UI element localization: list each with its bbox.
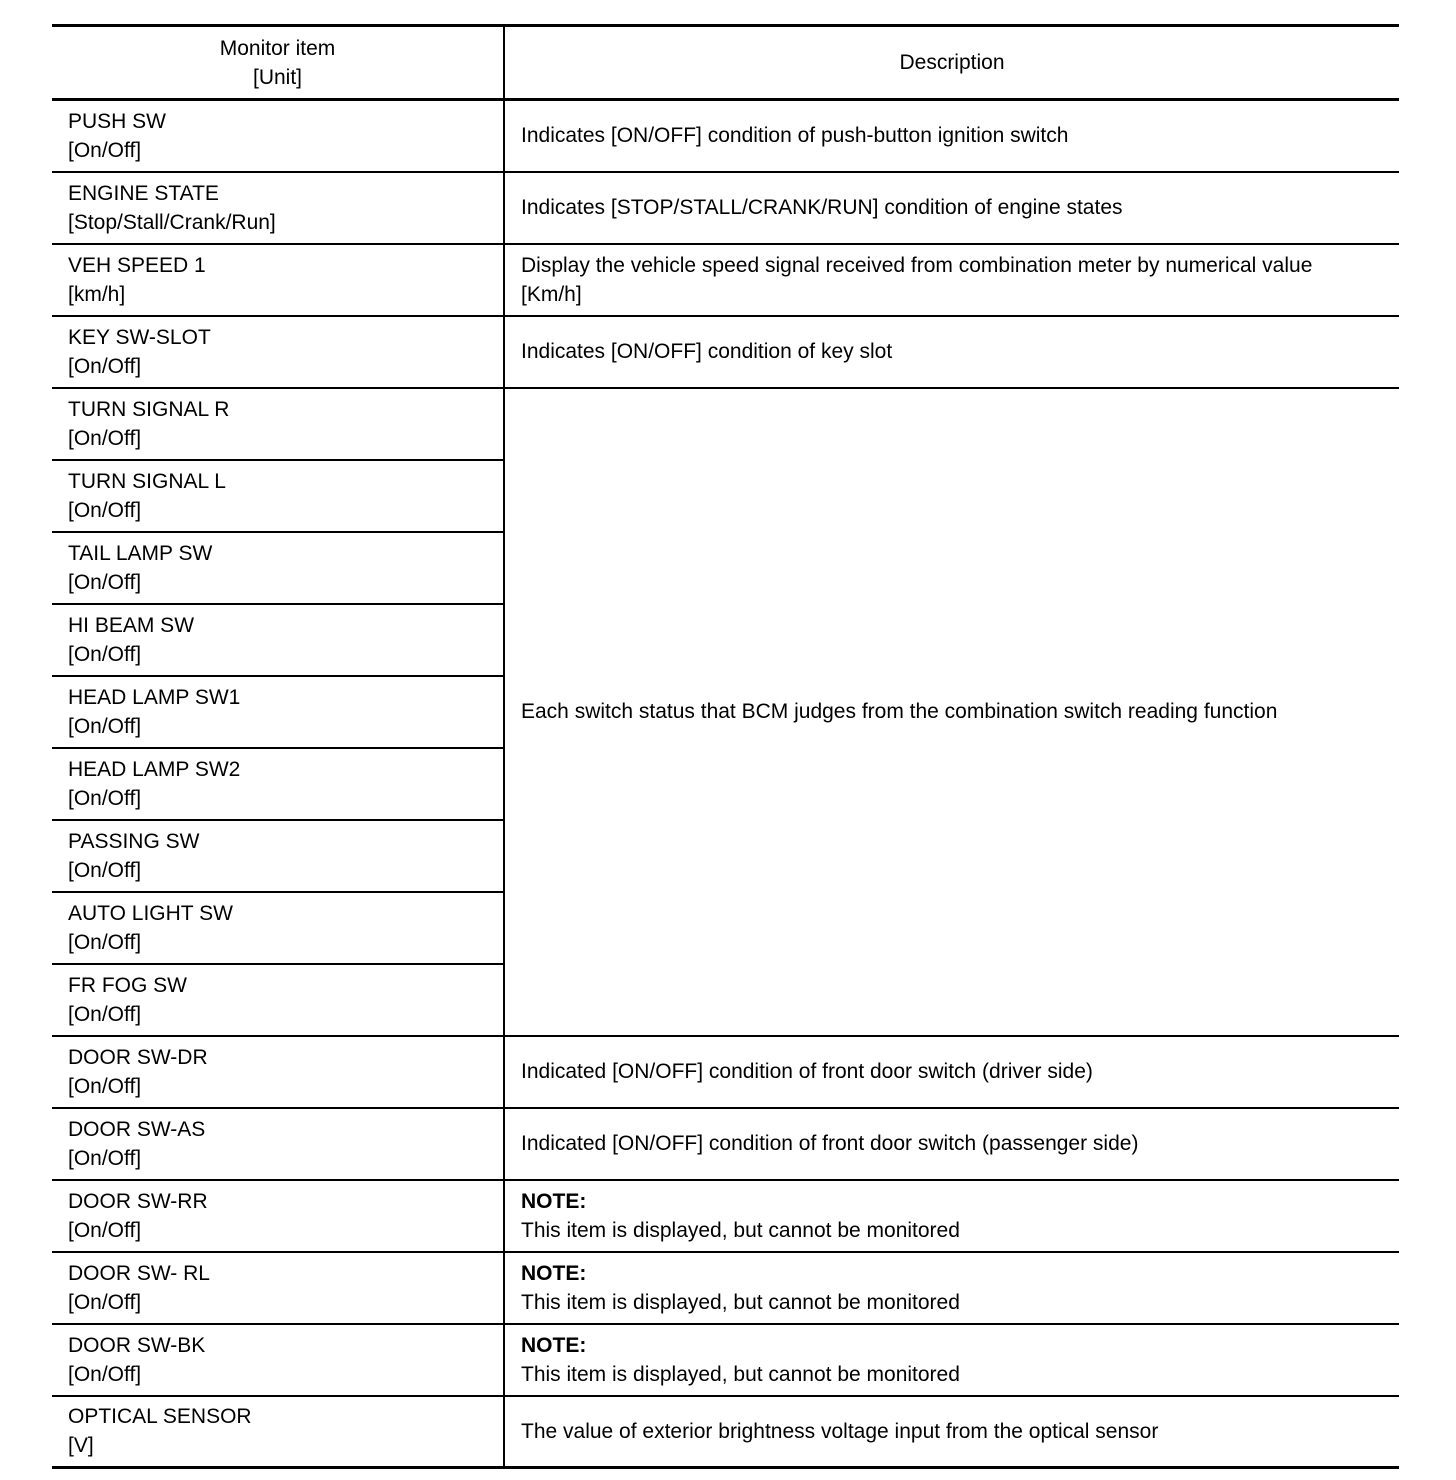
item-unit: [On/Off] xyxy=(68,714,142,738)
table-row xyxy=(52,1324,1399,1396)
header-item-label: Monitor item xyxy=(219,36,336,60)
header-unit-label: [Unit] xyxy=(252,65,302,89)
monitor-item-cell xyxy=(52,244,504,316)
item-unit: [Stop/Stall/Crank/Run] xyxy=(68,210,276,234)
description-text: Indicates [ON/OFF] condition of key slot xyxy=(521,340,893,363)
description-cell xyxy=(504,1396,1399,1468)
description-cell xyxy=(504,1036,1399,1108)
description-text: Indicates [ON/OFF] condition of push-button ignition switch xyxy=(521,124,1069,148)
description-cell xyxy=(504,244,1399,316)
item-name: FR FOG SW xyxy=(68,973,187,997)
monitor-item-cell xyxy=(52,1396,504,1468)
table-row xyxy=(52,1108,1399,1180)
monitor-item-cell xyxy=(52,820,504,892)
table-row xyxy=(52,100,1399,172)
monitor-item-cell xyxy=(52,964,504,1036)
description-text-unit: [Km/h] xyxy=(521,282,582,306)
item-unit: [On/Off] xyxy=(68,1146,142,1170)
item-name: TURN SIGNAL R xyxy=(68,397,230,421)
note-text: This item is displayed, but cannot be monitored xyxy=(521,1362,960,1386)
item-unit: [On/Off] xyxy=(68,426,142,450)
table-row xyxy=(52,316,1399,388)
item-unit: [On/Off] xyxy=(68,1218,142,1242)
item-unit: [On/Off] xyxy=(68,1290,142,1314)
item-name: HEAD LAMP SW1 xyxy=(68,685,241,709)
item-name: DOOR SW-BK xyxy=(68,1333,206,1357)
description-text: Display the vehicle speed signal received from combination meter by numerical value xyxy=(521,253,1313,277)
table-row xyxy=(52,244,1399,316)
item-unit: [On/Off] xyxy=(68,354,142,378)
description-cell xyxy=(504,1252,1399,1324)
item-name: HEAD LAMP SW2 xyxy=(68,757,241,781)
description-cell xyxy=(504,1180,1399,1252)
monitor-item-cell xyxy=(52,1324,504,1396)
monitor-item-cell xyxy=(52,1252,504,1324)
monitor-item-cell xyxy=(52,316,504,388)
description-cell xyxy=(504,100,1399,172)
item-name: DOOR SW-RR xyxy=(68,1189,208,1213)
table-row xyxy=(52,388,1399,460)
item-name: OPTICAL SENSOR xyxy=(68,1405,252,1429)
combination-switch-description-cell xyxy=(504,388,1399,1036)
description-text: Each switch status that BCM judges from the combination switch reading function xyxy=(521,700,1278,723)
note-label: NOTE: xyxy=(521,1333,587,1357)
item-unit: [On/Off] xyxy=(68,498,142,522)
note-text: This item is displayed, but cannot be monitored xyxy=(521,1218,960,1242)
item-name: AUTO LIGHT SW xyxy=(68,901,233,925)
monitor-item-cell xyxy=(52,388,504,460)
monitor-item-cell xyxy=(52,604,504,676)
description-cell xyxy=(504,1108,1399,1180)
item-name: DOOR SW- RL xyxy=(68,1261,210,1285)
monitor-item-table xyxy=(52,24,1399,1469)
note-label: NOTE: xyxy=(521,1189,587,1213)
item-unit: [On/Off] xyxy=(68,1074,142,1098)
description-text: Indicated [ON/OFF] condition of front door switch (passenger side) xyxy=(521,1132,1139,1155)
description-text: Indicated [ON/OFF] condition of front door switch (driver side) xyxy=(521,1060,1093,1083)
monitor-item-column-header xyxy=(52,26,504,100)
monitor-item-cell xyxy=(52,892,504,964)
table-header-row xyxy=(52,26,1399,100)
table-row xyxy=(52,172,1399,244)
description-cell xyxy=(504,316,1399,388)
description-column-header xyxy=(504,26,1399,100)
monitor-item-cell xyxy=(52,172,504,244)
item-name: DOOR SW-AS xyxy=(68,1117,206,1141)
description-text: The value of exterior brightness voltage input from the optical sensor xyxy=(521,1419,1159,1443)
monitor-item-cell xyxy=(52,1108,504,1180)
item-name: KEY SW-SLOT xyxy=(68,325,211,349)
table-row xyxy=(52,1396,1399,1468)
item-unit: [On/Off] xyxy=(68,1002,142,1026)
note-label: NOTE: xyxy=(521,1261,587,1285)
monitor-item-cell xyxy=(52,1036,504,1108)
item-name: HI BEAM SW xyxy=(68,613,195,637)
item-name: TURN SIGNAL L xyxy=(68,469,226,493)
monitor-item-cell xyxy=(52,1180,504,1252)
item-unit: [On/Off] xyxy=(68,1362,142,1386)
item-unit: [On/Off] xyxy=(68,930,142,954)
item-name: DOOR SW-DR xyxy=(68,1045,208,1069)
item-unit: [On/Off] xyxy=(68,570,142,594)
item-unit: [On/Off] xyxy=(68,786,142,810)
monitor-item-cell xyxy=(52,748,504,820)
item-name: VEH SPEED 1 xyxy=(68,253,206,277)
table-row xyxy=(52,1252,1399,1324)
item-unit: [On/Off] xyxy=(68,642,142,666)
monitor-item-cell xyxy=(52,676,504,748)
item-unit: [km/h] xyxy=(68,282,126,306)
item-name: TAIL LAMP SW xyxy=(68,541,213,565)
item-name: PASSING SW xyxy=(68,829,200,853)
monitor-item-cell xyxy=(52,100,504,172)
item-unit: [V] xyxy=(68,1434,94,1458)
description-cell xyxy=(504,172,1399,244)
item-unit: [On/Off] xyxy=(68,138,142,162)
item-name: PUSH SW xyxy=(68,109,167,133)
item-name: ENGINE STATE xyxy=(68,181,219,205)
item-unit: [On/Off] xyxy=(68,858,142,882)
table-row xyxy=(52,1036,1399,1108)
monitor-item-cell xyxy=(52,460,504,532)
header-description-label: Description xyxy=(899,51,1005,74)
table-row xyxy=(52,1180,1399,1252)
description-cell xyxy=(504,1324,1399,1396)
description-text: Indicates [STOP/STALL/CRANK/RUN] condition of engine states xyxy=(521,196,1123,219)
note-text: This item is displayed, but cannot be monitored xyxy=(521,1290,960,1314)
monitor-item-cell xyxy=(52,532,504,604)
